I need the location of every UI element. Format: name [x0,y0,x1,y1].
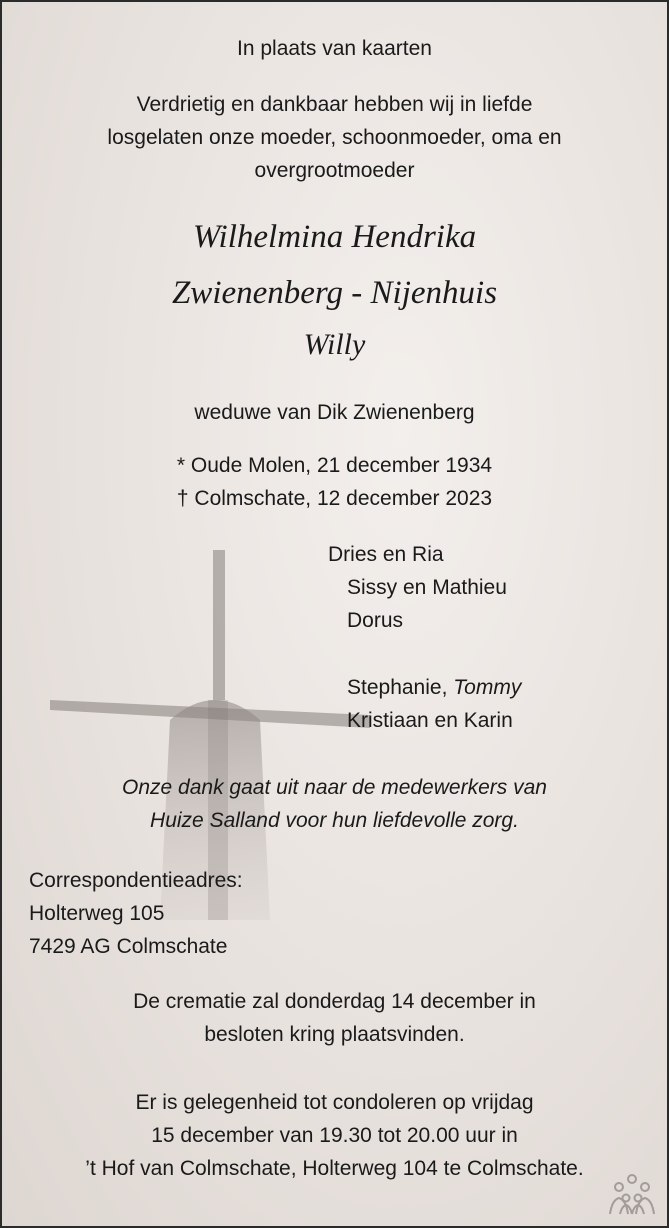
address-street: Holterweg 105 [29,902,165,925]
family-partner: Tommy [453,676,522,699]
family-line-1: Dries en Ria [328,543,444,566]
deceased-nickname: Willy [303,328,366,361]
widow-of: weduwe van Dik Zwienenberg [194,401,475,424]
thanks-line-1: Onze dank gaat uit naar de medewerkers van [122,776,547,799]
family-line-5: Kristiaan en Karin [347,709,513,732]
intro-line-1: Verdrietig en dankbaar hebben wij in liefde [136,93,533,116]
family-line-4 [347,671,521,704]
intro-line-2: losgelaten onze moeder, schoonmoeder, oma en [107,126,562,149]
address-city: 7429 AG Colmschate [29,935,228,958]
cremation-line-1: De crematie zal donderdag 14 december in [133,990,536,1013]
family-name: Stephanie, [347,676,448,699]
family-line-3: Dorus [347,609,404,632]
deceased-surnames: Zwienenberg - Nijenhuis [171,275,498,311]
condolence-line-3: ’t Hof van Colmschate, Holterweg 104 te Colmschate. [85,1157,584,1180]
cremation-line-2: besloten kring plaatsvinden. [204,1023,465,1046]
birth-line: * Oude Molen, 21 december 1934 [176,454,493,477]
intro-line-3: overgrootmoeder [254,159,415,182]
condolence-line-2: 15 december van 19.30 tot 20.00 uur in [151,1124,518,1147]
thanks-line-2: Huize Salland voor hun liefdevolle zorg. [150,809,519,832]
death-line: † Colmschate, 12 december 2023 [176,487,493,510]
header-text: In plaats van kaarten [237,37,432,60]
condolence-line-1: Er is gelegenheid tot condoleren op vrijdag [135,1091,534,1114]
people-group-icon [606,1172,658,1216]
family-line-2: Sissy en Mathieu [347,576,507,599]
address-label: Correspondentieadres: [29,869,243,892]
windmill-icon [40,540,370,920]
deceased-first-names: Wilhelmina Hendrika [192,219,477,255]
